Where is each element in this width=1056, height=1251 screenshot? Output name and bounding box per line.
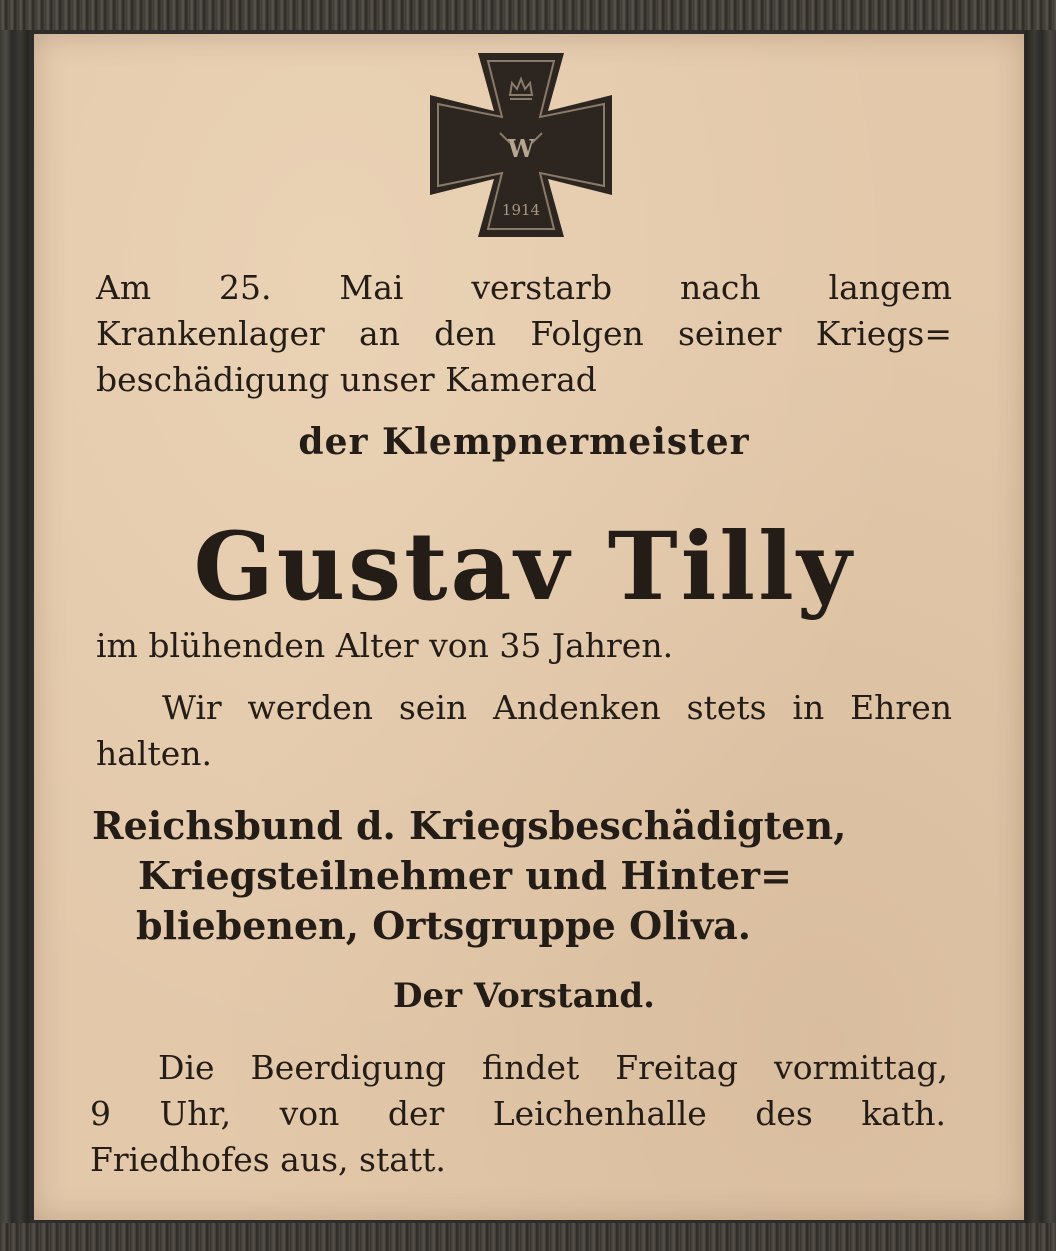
organization-line-1: Reichsbund d. Kriegsbeschädigten, — [92, 803, 847, 848]
organization-line-3: bliebenen, Ortsgruppe Oliva. — [136, 903, 751, 948]
remembrance-line-2: halten. — [96, 734, 213, 773]
age-line: im blühenden Alter von 35 Jahren. — [96, 626, 674, 665]
funeral-line-3: Friedhofes aus, statt. — [90, 1140, 446, 1179]
iron-cross-icon — [430, 53, 612, 237]
funeral-line-1: Die Beerdigung findet Freitag vormittag, — [158, 1048, 948, 1087]
top-border-strip — [0, 0, 1056, 30]
remembrance-line-1: Wir werden sein Andenken stets in Ehren — [162, 688, 952, 727]
deceased-name: Gustav Tilly — [193, 512, 855, 622]
cross-letter: W — [507, 134, 535, 163]
intro-line-2: Krankenlager an den Folgen seiner Kriegs= — [96, 314, 952, 353]
profession-line: der Klempnermeister — [298, 421, 750, 463]
intro-line-3: beschädigung unser Kamerad — [96, 360, 597, 399]
cross-year: 1914 — [501, 201, 541, 219]
signatory: Der Vorstand. — [393, 976, 655, 1016]
funeral-line-2: 9 Uhr, von der Leichenhalle des kath. — [90, 1094, 946, 1133]
intro-line-1: Am 25. Mai verstarb nach langem — [96, 268, 952, 307]
bottom-border-strip — [0, 1223, 1056, 1251]
organization-line-2: Kriegsteilnehmer und Hinter= — [138, 853, 792, 898]
obituary-notice — [34, 34, 1024, 1220]
